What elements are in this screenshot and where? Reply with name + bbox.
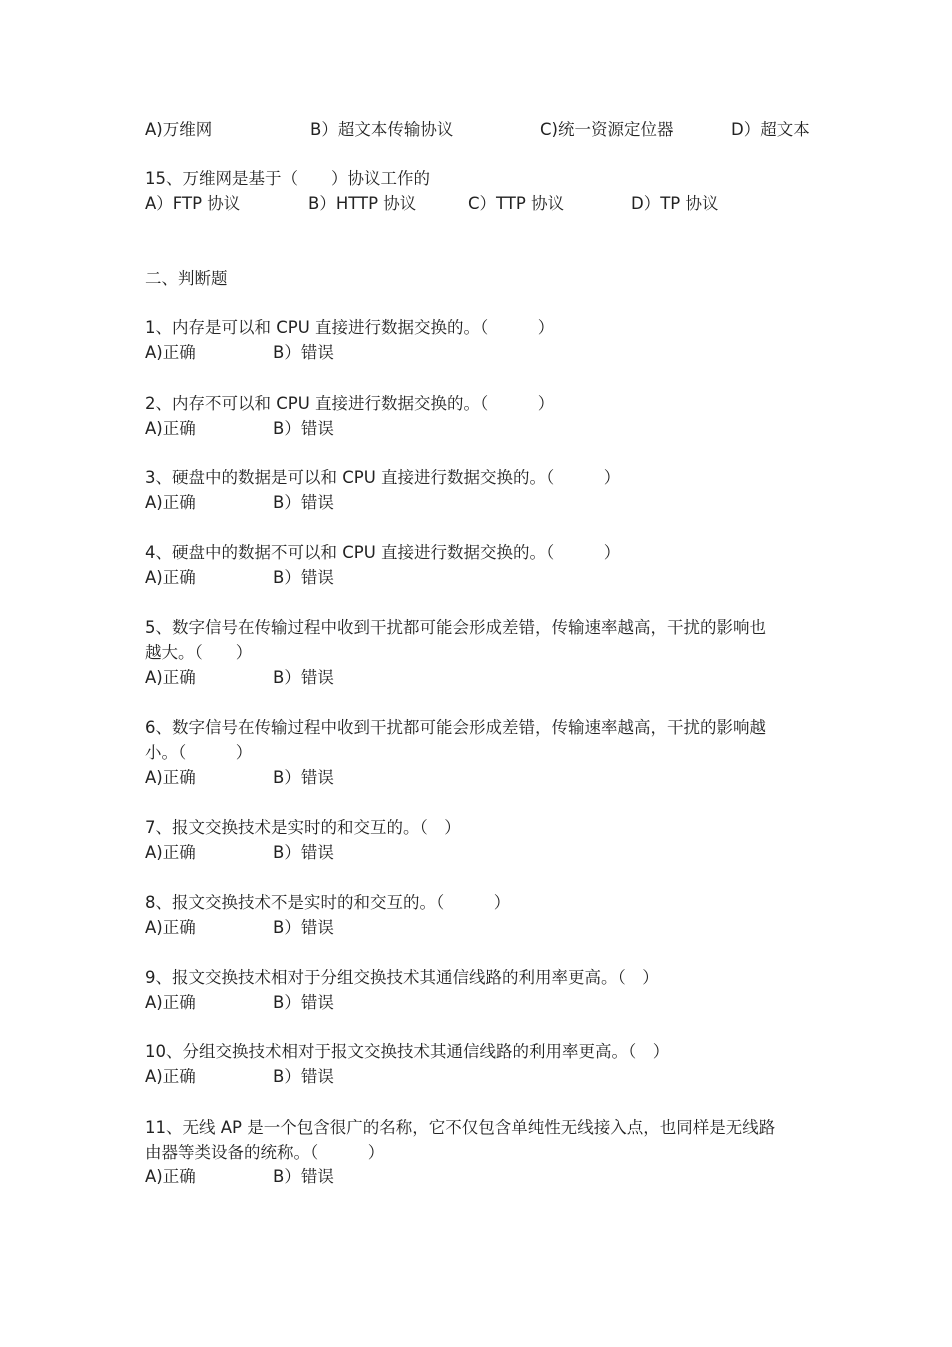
q14-option-b: B）超文本传输协议 [310,120,454,139]
option-wrong: B）错误 [273,843,334,862]
q14-option-c: C)统一资源定位器 [540,120,674,139]
option-correct: A)正确 [145,568,196,587]
question-text: 5、数字信号在传输过程中收到干扰都可能会形成差错，传输速率越高，干扰的影响也 [145,618,766,637]
question-text: 8、报文交换技术不是实时的和交互的。（ ） [145,893,511,912]
q15-question: 15、万维网是基于（ ）协议工作的 [145,169,430,188]
q15-option-b: B）HTTP 协议 [308,194,417,213]
question-text: 4、硬盘中的数据不可以和 CPU 直接进行数据交换的。（ ） [145,543,621,562]
option-wrong: B）错误 [273,768,334,787]
option-correct: A)正确 [145,1167,196,1186]
option-wrong: B）错误 [273,493,334,512]
question-text-continued: 小。（ ） [145,743,253,762]
option-correct: A)正确 [145,419,196,438]
question-text: 9、报文交换技术相对于分组交换技术其通信线路的利用率更高。（ ） [145,968,659,987]
question-text-continued: 由器等类设备的统称。（ ） [145,1143,385,1162]
option-correct: A)正确 [145,918,196,937]
question-text: 1、内存是可以和 CPU 直接进行数据交换的。（ ） [145,318,555,337]
question-text-continued: 越大。（ ） [145,643,253,662]
option-wrong: B）错误 [273,1067,334,1086]
option-correct: A)正确 [145,493,196,512]
question-text: 10、分组交换技术相对于报文交换技术其通信线路的利用率更高。（ ） [145,1042,670,1061]
question-text: 6、数字信号在传输过程中收到干扰都可能会形成差错，传输速率越高，干扰的影响越 [145,718,766,737]
q15-option-a: A）FTP 协议 [145,194,241,213]
q14-option-d: D）超文本 [731,120,810,139]
question-text: 2、内存不可以和 CPU 直接进行数据交换的。（ ） [145,394,555,413]
question-text: 7、报文交换技术是实时的和交互的。（ ） [145,818,461,837]
option-correct: A)正确 [145,1067,196,1086]
option-correct: A)正确 [145,343,196,362]
section-title: 二、判断题 [145,269,228,288]
option-wrong: B）错误 [273,993,334,1012]
option-wrong: B）错误 [273,343,334,362]
option-correct: A)正确 [145,768,196,787]
question-text: 3、硬盘中的数据是可以和 CPU 直接进行数据交换的。（ ） [145,468,621,487]
option-wrong: B）错误 [273,1167,334,1186]
option-wrong: B）错误 [273,918,334,937]
option-correct: A)正确 [145,843,196,862]
option-wrong: B）错误 [273,668,334,687]
option-correct: A)正确 [145,993,196,1012]
q15-option-c: C）TTP 协议 [468,194,565,213]
option-wrong: B）错误 [273,568,334,587]
option-correct: A)正确 [145,668,196,687]
q14-option-a: A)万维网 [145,120,213,139]
q15-option-d: D）TP 协议 [631,194,719,213]
question-text: 11、无线 AP 是一个包含很广的名称，它不仅包含单纯性无线接入点，也同样是无线路 [145,1118,776,1137]
option-wrong: B）错误 [273,419,334,438]
